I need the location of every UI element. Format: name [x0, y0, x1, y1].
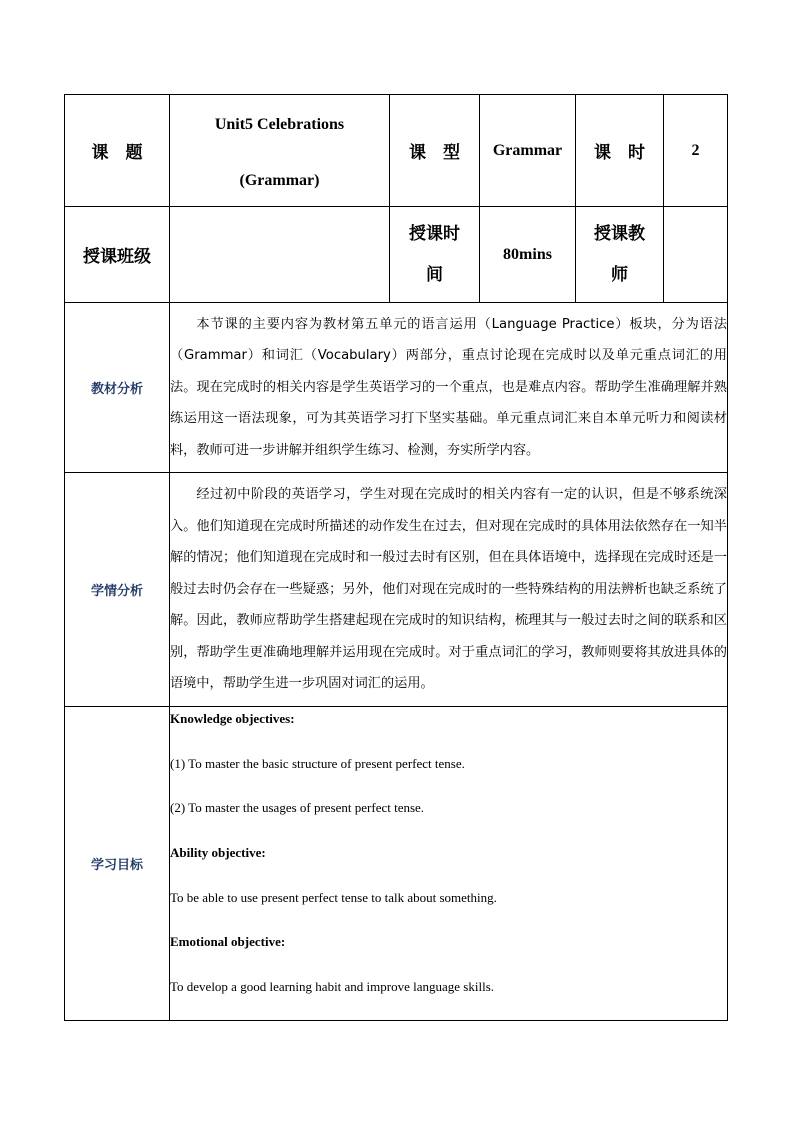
type-label: 课 型 [390, 95, 480, 207]
header-row-topic [65, 95, 728, 207]
teacher-label-line2: 师 [611, 264, 628, 285]
time-label [390, 207, 480, 303]
material-label: 教材分析 [65, 303, 170, 473]
ability-heading: Ability objective: [170, 845, 266, 861]
hours-value: 2 [664, 95, 728, 207]
topic-title: Unit5 Celebrations [214, 115, 345, 133]
time-label-line2: 间 [426, 264, 443, 285]
knowledge-item-2: (2) To master the usages of present perfect tense. [170, 800, 425, 816]
objectives-row [65, 707, 728, 1021]
topic-label: 课 题 [65, 95, 170, 207]
lesson-plan-table [64, 94, 728, 1021]
class-value [170, 207, 390, 303]
teacher-label-line1: 授课教 [594, 223, 645, 244]
material-row [65, 303, 728, 473]
emotional-text: To develop a good learning habit and improve language skills. [170, 979, 495, 995]
students-row [65, 473, 728, 707]
topic-subtitle: (Grammar) [239, 171, 320, 189]
ability-text: To be able to use present perfect tense to talk about something. [170, 889, 497, 905]
type-value: Grammar [480, 95, 576, 207]
topic-value [170, 95, 390, 207]
material-text: 本节课的主要内容为教材第五单元的语言运用（Language Practice）板块，分为语法（Grammar）和词汇（Vocabulary）两部分，重点讨论现在完成时以及单元重点词汇的用法。现在完成时的相关内容是学生英语学习的一个重点，也是难点内容。帮助学生准确理解并熟练运用这一语法现象，可为其英语学习打下坚实基础。单元重点词汇来自本单元听力和阅读材料，教师可进一步讲解并组织学生练习、检测，夯实所学内容。 [170, 303, 728, 473]
knowledge-item-1: (1) To master the basic structure of present perfect tense. [170, 755, 465, 771]
header-row-class [65, 207, 728, 303]
class-label: 授课班级 [65, 207, 170, 303]
students-text: 经过初中阶段的英语学习，学生对现在完成时的相关内容有一定的认识，但是不够系统深入。他们知道现在完成时所描述的动作发生在过去，但对现在完成时的具体用法依然存在一知半解的情况；他们知道现在完成时和一般过去时有区别，但在具体语境中，选择现在完成时还是一般过去时仍会存在一些疑惑；另外，他们对现在完成时的一些特殊结构的用法辨析也缺乏系统了解。因此，教师应帮助学生搭建起现在完成时的知识结构，梳理其与一般过去时之间的联系和区别，帮助学生更准确地理解并运用现在完成时。对于重点词汇的学习，教师则要将其放进具体的语境中，帮助学生进一步巩固对词汇的运用。 [170, 473, 728, 707]
emotional-heading: Emotional objective: [170, 934, 286, 950]
students-label: 学情分析 [65, 473, 170, 707]
time-value: 80mins [480, 207, 576, 303]
teacher-label [576, 207, 664, 303]
knowledge-heading: Knowledge objectives: [170, 711, 295, 726]
teacher-value [664, 207, 728, 303]
objectives-label: 学习目标 [65, 707, 170, 1021]
time-label-line1: 授课时 [409, 223, 460, 244]
hours-label: 课 时 [576, 95, 664, 207]
objectives-content [170, 707, 728, 1021]
